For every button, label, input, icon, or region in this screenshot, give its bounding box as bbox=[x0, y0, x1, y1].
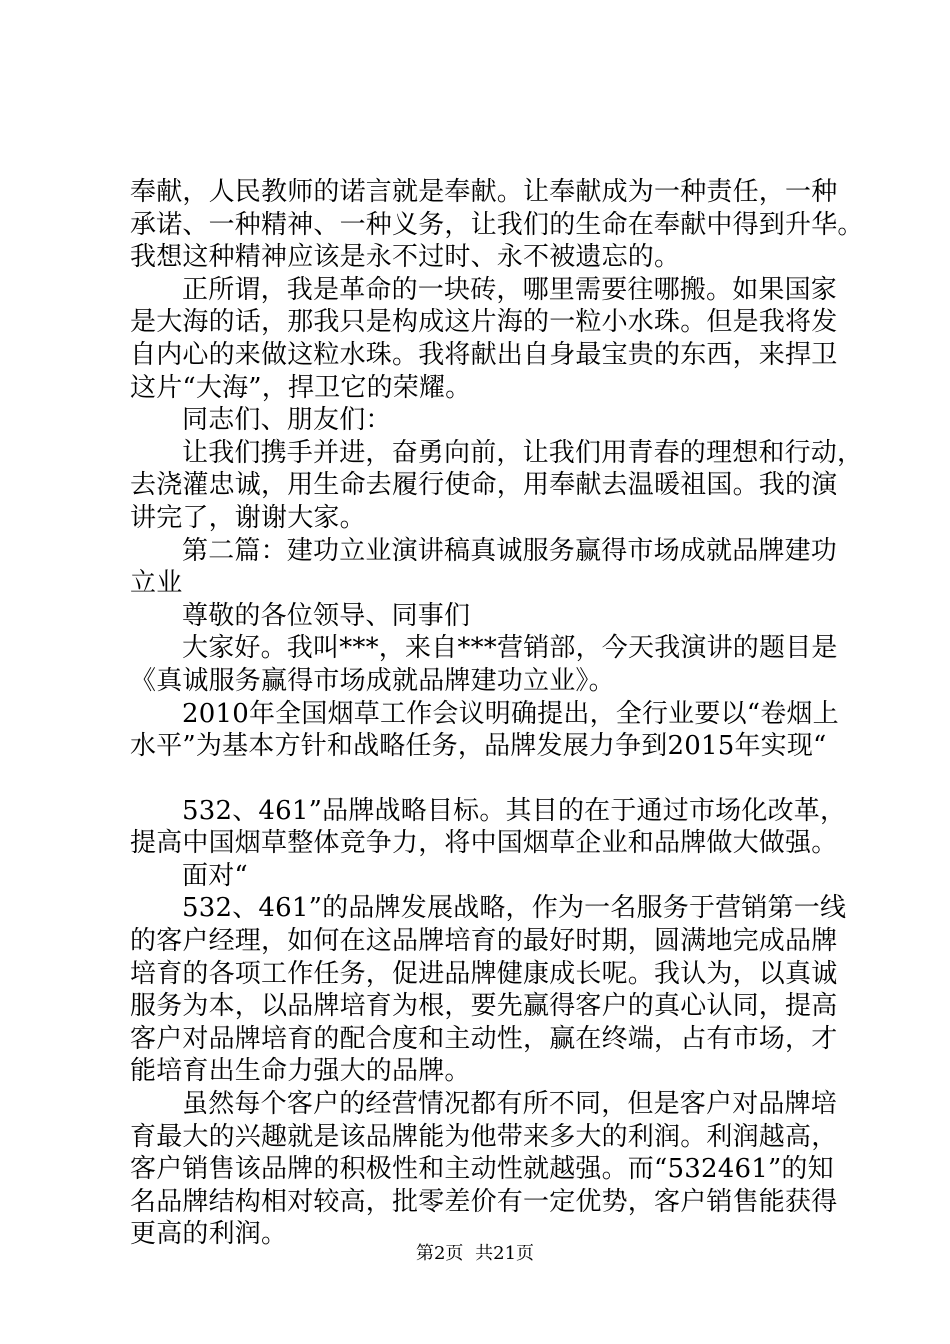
text-line: 去浇灌忠诚，用生命去履行使命，用奉献去温暖祖国。我的演 bbox=[130, 470, 838, 501]
paragraph-start: 正所谓，我是革命的一块砖，哪里需要往哪搬。如果国家 bbox=[182, 274, 838, 305]
section-heading-continued: 立业 bbox=[130, 568, 183, 599]
paragraph-start: 虽然每个客户的经营情况都有所不同，但是客户对品牌培 bbox=[182, 1089, 838, 1120]
text-line: 能培育出生命力强大的品牌。 bbox=[130, 1056, 471, 1087]
paragraph-start: 大家好。我叫***，来自***营销部，今天我演讲的题目是 bbox=[182, 633, 838, 664]
text-line: 《真诚服务赢得市场成就品牌建功立业》。 bbox=[130, 665, 615, 696]
paragraph-start: 2010年全国烟草工作会议明确提出，全行业要以“卷烟上 bbox=[182, 698, 839, 729]
text-line: 承诺、一种精神、一种义务，让我们的生命在奉献中得到升华。 bbox=[130, 209, 864, 240]
text-line: 水平”为基本方针和战略任务，品牌发展力争到2015年实现“ bbox=[130, 731, 827, 762]
page-number: 第2页 bbox=[415, 1243, 464, 1264]
page-total: 共21页 bbox=[475, 1243, 535, 1264]
text-line: 奉献，人民教师的诺言就是奉献。让奉献成为一种责任，一种 bbox=[130, 177, 838, 207]
text-line: 客户销售该品牌的积极性和主动性就越强。而“532461”的知 bbox=[130, 1154, 834, 1185]
page-footer bbox=[0, 1242, 950, 1266]
text-line: 我想这种精神应该是永不过时、永不被遗忘的。 bbox=[130, 242, 681, 273]
text-line: 服务为本，以品牌培育为根，要先赢得客户的真心认同，提高 bbox=[130, 991, 838, 1022]
text-line: 更高的利润。 bbox=[130, 1219, 288, 1250]
text-line: 名品牌结构相对较高，批零差价有一定优势，客户销售能获得 bbox=[130, 1186, 838, 1217]
text-line: 讲完了，谢谢大家。 bbox=[130, 502, 366, 533]
salutation: 尊敬的各位领导、同事们 bbox=[182, 600, 471, 631]
paragraph-start: 532、461”品牌战略目标。其目的在于通过市场化改革， bbox=[182, 795, 847, 826]
paragraph-start: 让我们携手并进，奋勇向前，让我们用青春的理想和行动， bbox=[182, 437, 864, 468]
document-body bbox=[130, 176, 864, 1251]
text-line: 培育的各项工作任务，促进品牌健康成长呢。我认为，以真诚 bbox=[130, 958, 838, 989]
text-line: 是大海的话，那我只是构成这片海的一粒小水珠。但是我将发 bbox=[130, 307, 838, 338]
text-line: 育最大的兴趣就是该品牌能为他带来多大的利润。利润越高， bbox=[130, 1121, 838, 1152]
text-line: 客户对品牌培育的配合度和主动性，赢在终端，占有市场，才 bbox=[130, 1023, 838, 1054]
text-line: 的客户经理，如何在这品牌培育的最好时期，圆满地完成品牌 bbox=[130, 926, 838, 957]
text-line: 自内心的来做这粒水珠。我将献出自身最宝贵的东西，来捍卫 bbox=[130, 339, 838, 370]
paragraph-gap bbox=[130, 763, 840, 795]
paragraph-start: 面对“ bbox=[182, 860, 248, 891]
salutation: 同志们、朋友们： bbox=[182, 405, 392, 436]
text-line: 提高中国烟草整体竞争力，将中国烟草企业和品牌做大做强。 bbox=[130, 828, 838, 859]
paragraph-start: 532、461”的品牌发展战略，作为一名服务于营销第一线 bbox=[182, 893, 847, 924]
section-heading: 第二篇：建功立业演讲稿真诚服务赢得市场成就品牌建功 bbox=[182, 535, 838, 566]
text-line: 这片“大海”，捍卫它的荣耀。 bbox=[130, 372, 472, 403]
